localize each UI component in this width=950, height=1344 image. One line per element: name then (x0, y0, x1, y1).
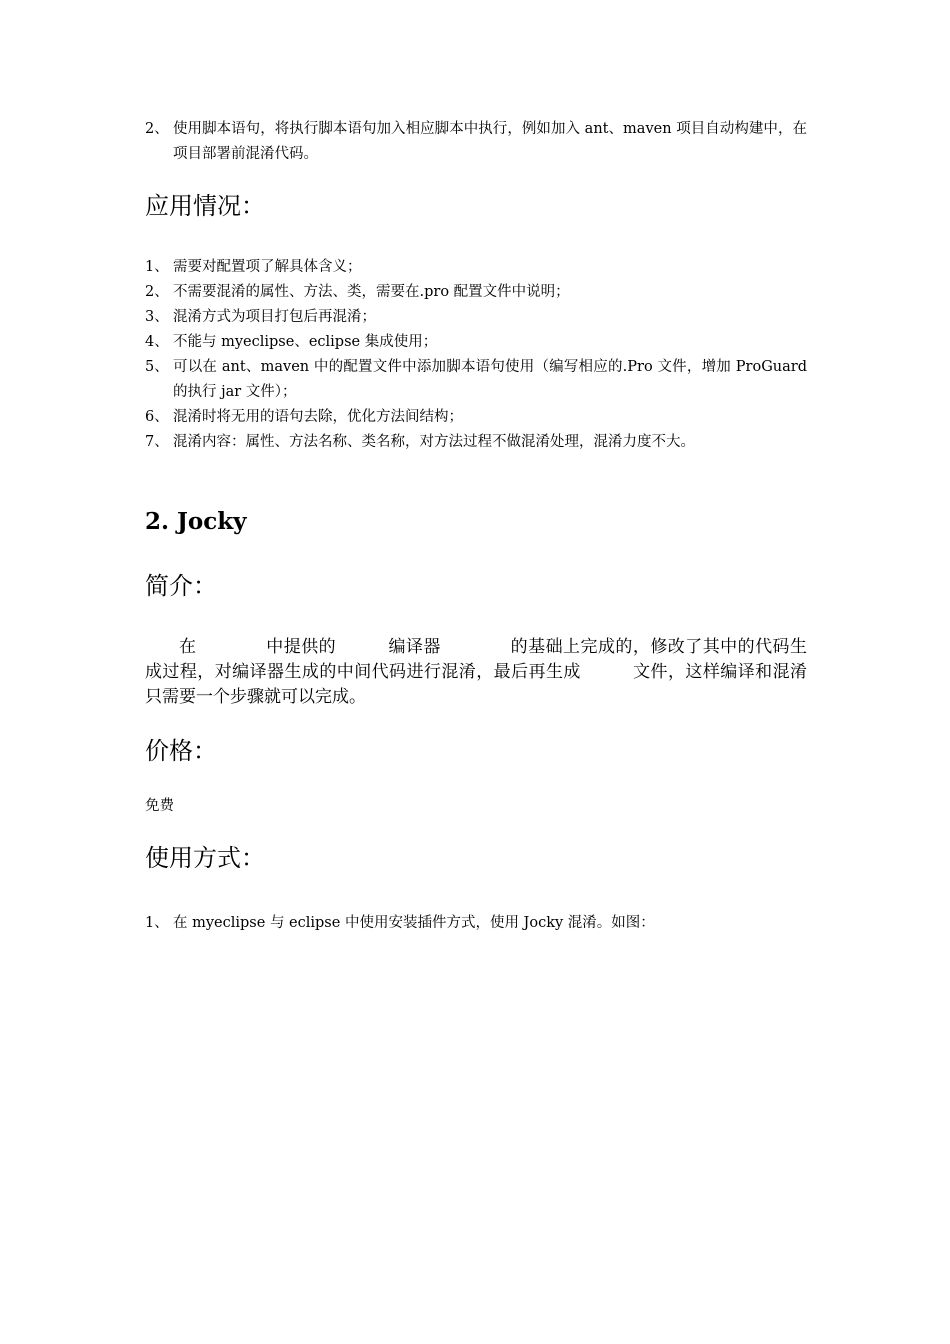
intro-heading: 简介： (145, 572, 217, 600)
price-value: 免费 (145, 798, 174, 814)
list-item-text: 混淆方式为项目打包后再混淆； (173, 309, 376, 325)
usage-list (145, 911, 807, 936)
list-item-number: 2、 (145, 121, 169, 137)
proguard-usage-list (145, 117, 807, 167)
list-item (145, 355, 807, 405)
list-item-text: 不能与 myeclipse、eclipse 集成使用； (173, 334, 438, 350)
list-item-text: 可以在 ant、maven 中的配置文件中添加脚本语句使用（编写相应的.Pro 文件，增加 ProGuard 的执行 jar 文件）； (173, 359, 807, 400)
list-item (145, 911, 807, 936)
list-item (145, 255, 807, 280)
price-heading: 价格： (145, 737, 217, 765)
list-item (145, 305, 807, 330)
list-item (145, 430, 807, 455)
list-item-number: 7、 (145, 434, 169, 450)
usage-heading: 使用方式： (145, 844, 265, 872)
list-item-text: 不需要混淆的属性、方法、类，需要在.pro 配置文件中说明； (173, 284, 570, 300)
list-item (145, 117, 807, 167)
list-item (145, 330, 807, 355)
application-heading: 应用情况： (145, 192, 265, 220)
list-item-number: 3、 (145, 309, 169, 325)
list-item-text: 在 myeclipse 与 eclipse 中使用安装插件方式，使用 Jocky 混淆。如图： (173, 915, 655, 931)
intro-paragraph: 在 中提供的 编译器 的基础上完成的，修改了其中的代码生成过程，对编译器生成的中间代码进行混淆，最后再生成 文件，这样编译和混淆只需要一个步骤就可以完成。 (145, 637, 807, 707)
list-item (145, 280, 807, 305)
list-item-text: 使用脚本语句，将执行脚本语句加入相应脚本中执行，例如加入 ant、maven 项目自动构建中，在项目部署前混淆代码。 (173, 121, 807, 162)
list-item (145, 405, 807, 430)
list-item-text: 需要对配置项了解具体含义； (173, 259, 362, 275)
section-title (145, 507, 807, 537)
list-item-text: 混淆内容：属性、方法名称、类名称，对方法过程不做混淆处理，混淆力度不大。 (173, 434, 695, 450)
list-item-number: 1、 (145, 259, 169, 275)
list-item-number: 6、 (145, 409, 169, 425)
list-item-number: 4、 (145, 334, 169, 350)
application-list (145, 255, 807, 455)
list-item-number: 2、 (145, 284, 169, 300)
document-content (145, 117, 807, 936)
section-number: 2. (145, 508, 170, 535)
list-item-number: 5、 (145, 359, 169, 375)
section-name: Jocky (177, 508, 247, 535)
list-item-number: 1、 (145, 915, 169, 931)
list-item-text: 混淆时将无用的语句去除，优化方法间结构； (173, 409, 463, 425)
